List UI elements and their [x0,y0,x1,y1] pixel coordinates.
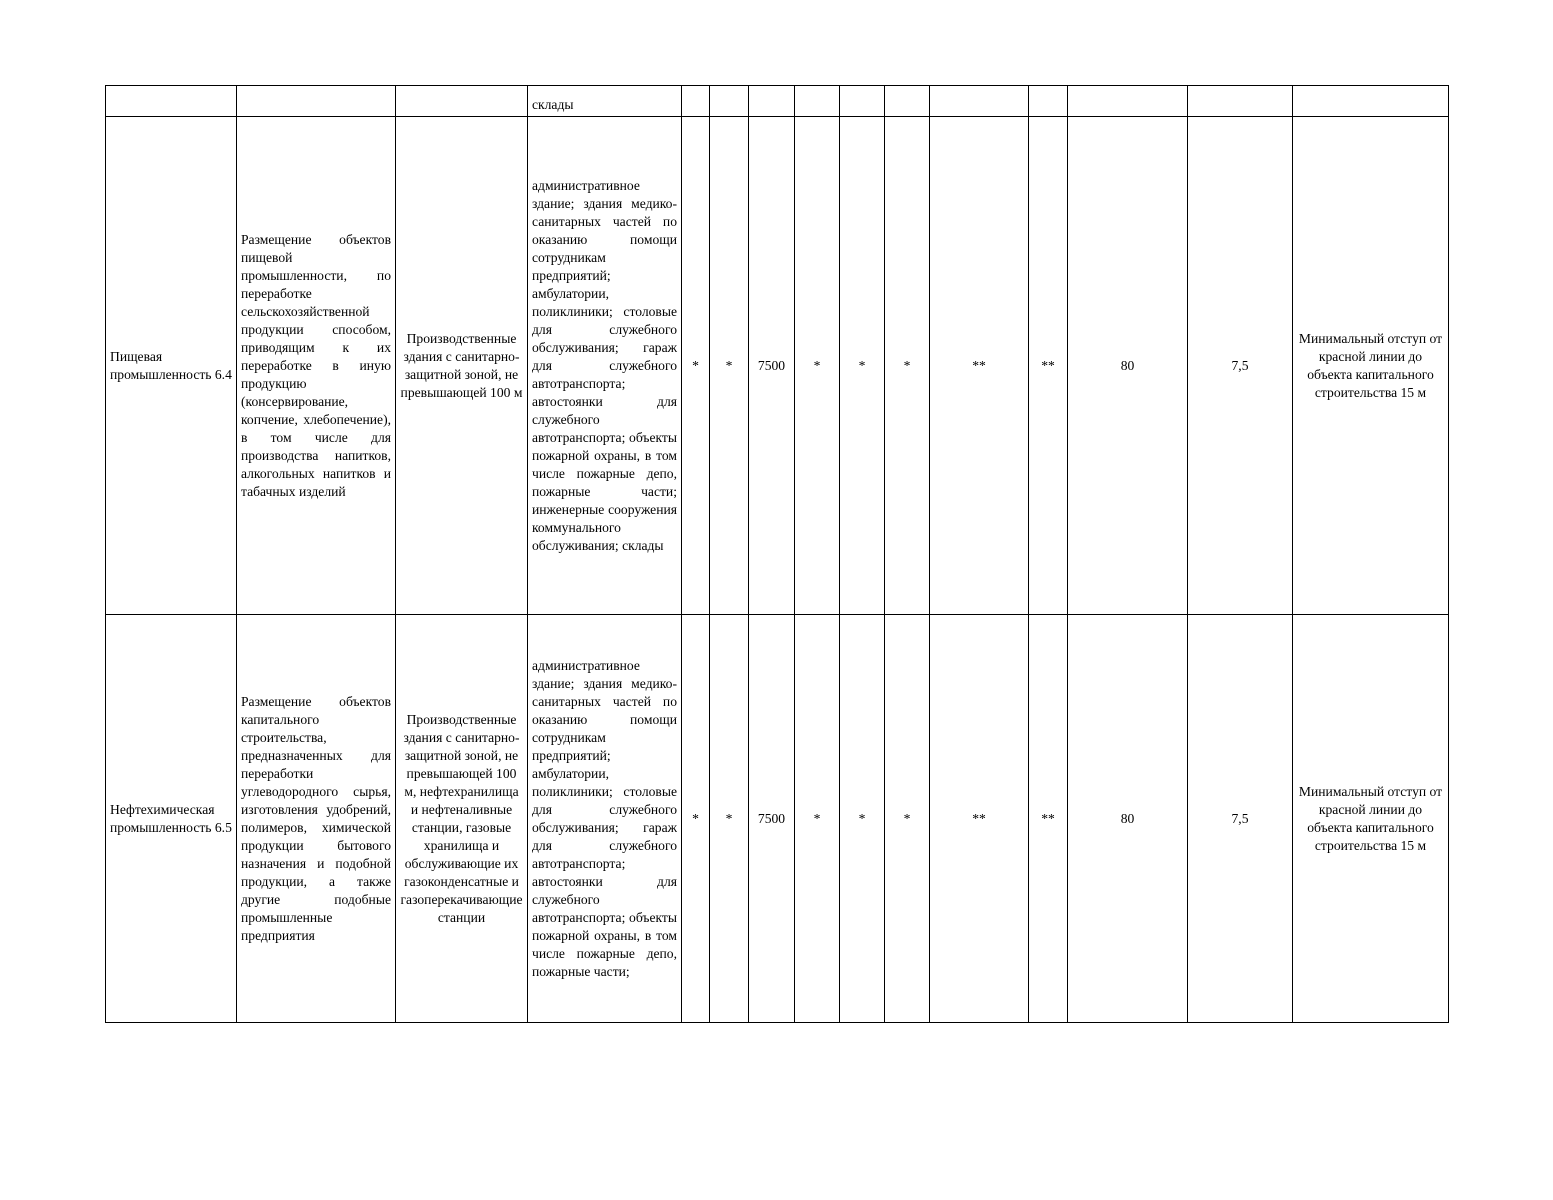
param-cell: ** [1029,117,1068,615]
note-cell: Минимальный отступ от красной линии до объекта капитального строительства 15 м [1293,117,1449,615]
cell-empty [710,86,749,117]
description-cell: Размещение объектов капитального строительства, предназначенных для переработки углеводородного сырья, изготовления удобрений, полимеров, химической продукции бытового назначения и подобной продукции, а также другие подобные промышленные предприятия [237,615,396,1023]
param-cell: * [795,615,840,1023]
permitted-objects-text: административное здание; здания медико-санитарных частей по оказанию помощи сотрудникам предприятий; амбулатории, поликлиники; столовые для служебного обслуживания; гараж для служебного автотранспорта; автостоянки для служебного автотранспорта; объекты пожарной охраны, в том числе пожарные депо, пожарные части; [532,657,677,979]
cell-empty [840,86,885,117]
regulations-table [105,85,1449,1023]
param-cell: * [682,117,710,615]
param-cell: ** [1029,615,1068,1023]
param-cell: ** [930,615,1029,1023]
cell-empty [396,86,528,117]
cell-empty [795,86,840,117]
param-cell: 7,5 [1188,615,1293,1023]
cell-empty [1188,86,1293,117]
param-cell: * [840,117,885,615]
building-type-cell: Производственные здания с санитарно-защитной зоной, не превышающей 100 м, нефтехранилища и нефтеналивные станции, газовые хранилища и обслуживающие их газоконденсатные и газоперекачивающие станции [396,615,528,1023]
permitted-objects-cell [528,615,682,1023]
cell-empty [749,86,795,117]
cell-empty [1029,86,1068,117]
param-cell: ** [930,117,1029,615]
param-cell: 7500 [749,615,795,1023]
param-cell: 80 [1068,117,1188,615]
cell-empty [682,86,710,117]
permitted-objects-cell: административное здание; здания медико-санитарных частей по оказанию помощи сотрудникам предприятий; амбулатории, поликлиники; столовые для служебного обслуживания; гараж для служебного автотранспорта; автостоянки для служебного автотранспорта; объекты пожарной охраны, в том числе пожарные депо, пожарные части; инженерные сооружения коммунального обслуживания; склады [528,117,682,615]
cell-empty [106,86,237,117]
table-row-continuation [106,86,1449,117]
param-cell: * [885,615,930,1023]
param-cell: 80 [1068,615,1188,1023]
param-cell: * [710,615,749,1023]
building-type-cell: Производственные здания с санитарно-защитной зоной, не превышающей 100 м [396,117,528,615]
note-cell: Минимальный отступ от красной линии до объекта капитального строительства 15 м [1293,615,1449,1023]
param-cell: * [682,615,710,1023]
description-cell: Размещение объектов пищевой промышленности, по переработке сельскохозяйственной продукции способом, приводящим к их переработке в иную продукцию (консервирование, копчение, хлебопечение), в том числе для производства напитков, алкогольных напитков и табачных изделий [237,117,396,615]
param-cell: 7500 [749,117,795,615]
table-row [106,117,1449,615]
use-type-cell: Пищевая промышленность 6.4 [106,117,237,615]
param-cell: 7,5 [1188,117,1293,615]
param-cell: * [885,117,930,615]
param-cell: * [795,117,840,615]
use-type-cell: Нефтехимическая промышленность 6.5 [106,615,237,1023]
cell-empty [237,86,396,117]
cell-empty [1293,86,1449,117]
table-row [106,615,1449,1023]
cell-empty [930,86,1029,117]
permitted-objects-cell: склады [528,86,682,117]
cell-empty [1068,86,1188,117]
cell-empty [885,86,930,117]
param-cell: * [840,615,885,1023]
param-cell: * [710,117,749,615]
